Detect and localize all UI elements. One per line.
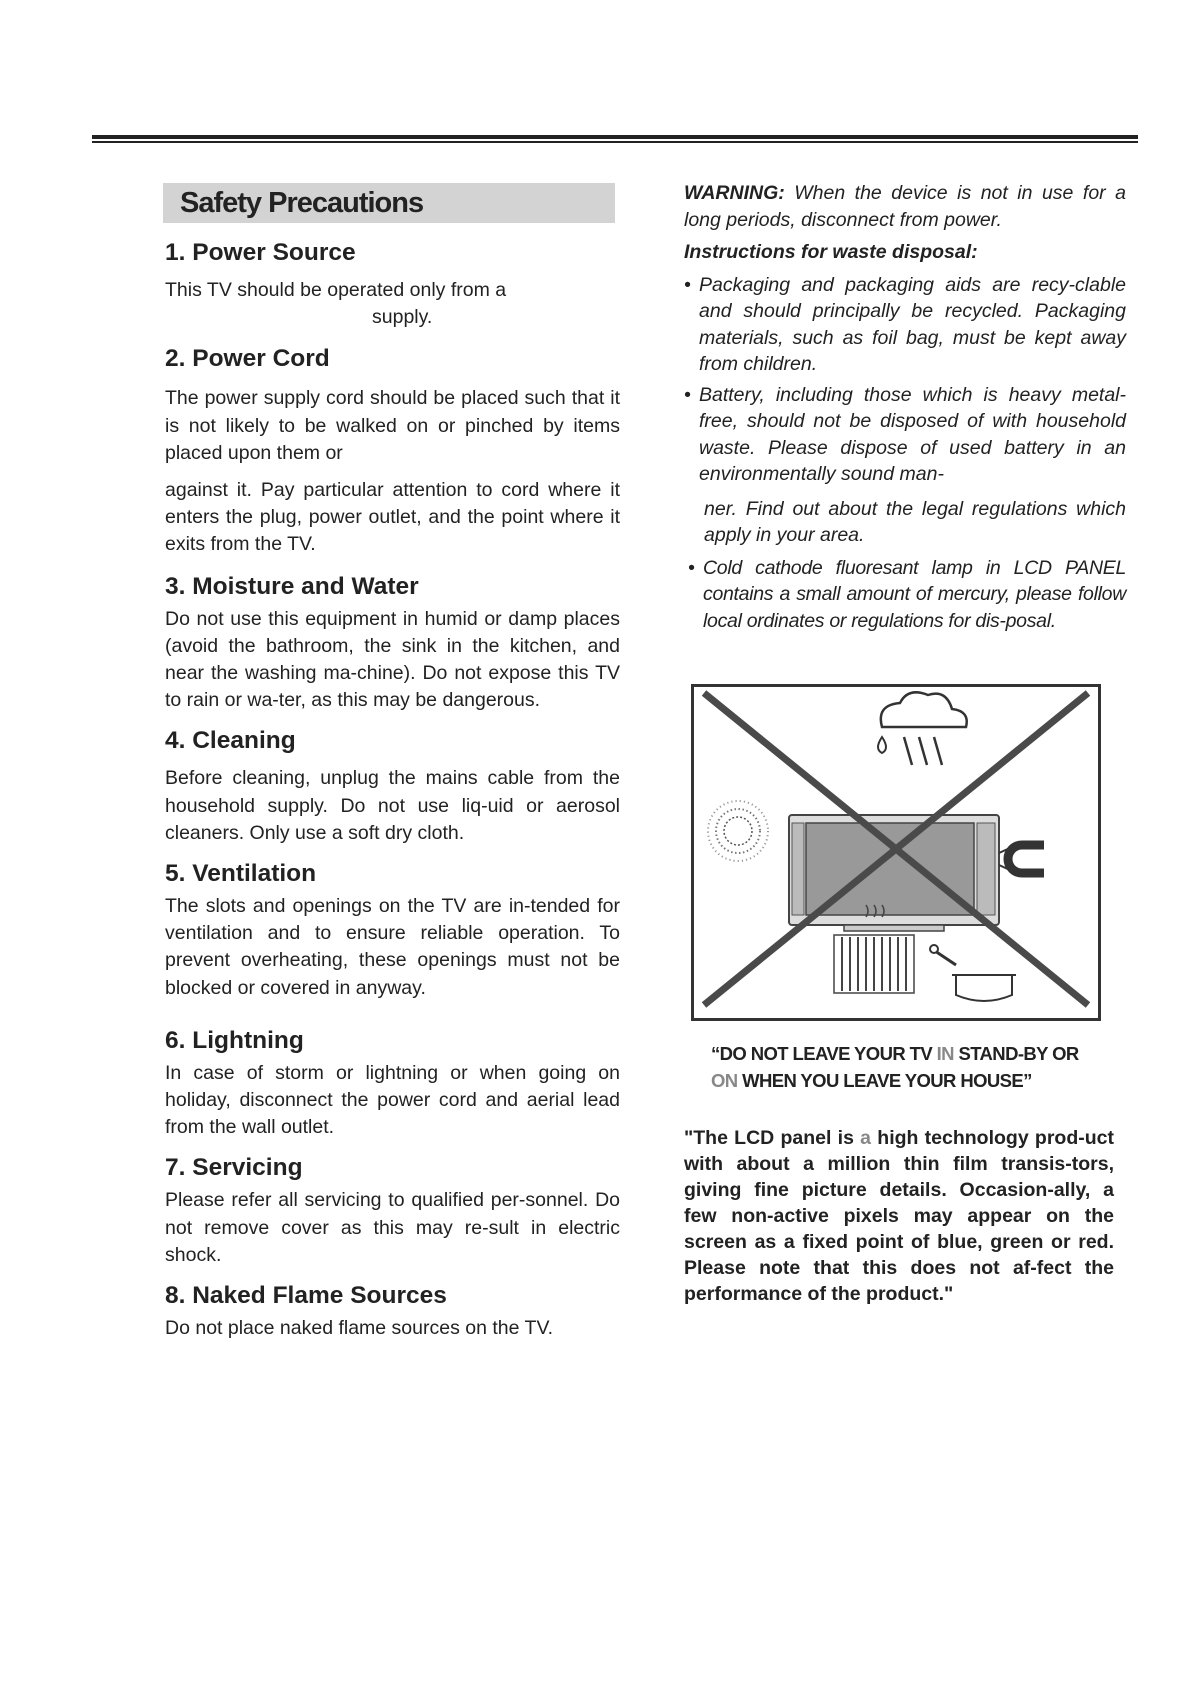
bullet-dot: • <box>684 273 691 296</box>
lcd-note-part2: high technology prod-uct with about a million thin film transis-tors, giving fine picture details. Occasion-ally, a few non-active pixels may appear on the screen as a fixed point of blue, green or red. Please note that this does not af-fect the performance of the product." <box>684 1127 1114 1305</box>
section-text-naked-flame: Do not place naked flame sources on the TV. <box>165 1317 554 1340</box>
caption-on: ON <box>711 1069 738 1091</box>
rain-line <box>934 737 942 765</box>
caption-part2: STAND-BY OR <box>953 1043 1079 1064</box>
section-text-power-cord-cont: against it. Pay particular attention to cord where it enters the plug, power outlet, and the point where it exits from the TV. <box>165 479 620 556</box>
warning-body: When the device is not in use for a long periods, disconnect from power. <box>684 182 1126 231</box>
lcd-note-a: a <box>860 1127 872 1149</box>
section-text-lightning: In case of storm or lightning or when going on holiday, disconnect the power cord and aerial lead from the wall outlet. <box>165 1061 620 1139</box>
raindrop-icon <box>878 737 886 753</box>
waste-bullet-text: Battery, including those which is heavy metal-free, should not be disposed of with household waste. Please dispose of used battery in an environmentally sound man- <box>699 383 1126 485</box>
cloud-icon <box>881 692 967 727</box>
bullet-dot: • <box>684 383 691 406</box>
caption-in: IN <box>936 1043 954 1064</box>
section-heading-ventilation: 5. Ventilation <box>165 860 317 888</box>
waste-bullet-packaging <box>684 272 1126 378</box>
hazard-illustration <box>691 684 1101 1021</box>
section-heading-cleaning: 4. Cleaning <box>165 727 296 755</box>
section-text-servicing: Please refer all servicing to qualified per-sonnel. Do not remove cover as this may re-sult in electric shock. <box>165 1189 620 1266</box>
section-text-ventilation: The slots and openings on the TV are in-tended for ventilation and to ensure reliable operation. To prevent overheating, these openings must not be blocked or covered in anyway. <box>165 895 620 999</box>
section-heading-power-source: 1. Power Source <box>165 239 356 266</box>
lcd-panel-note <box>684 1125 1114 1307</box>
section-heading-moisture: 3. Moisture and Water <box>165 572 419 600</box>
caption-part3: WHEN YOU LEAVE YOUR HOUSE” <box>737 1069 1032 1091</box>
lcd-note-part1: "The LCD panel is <box>684 1127 861 1149</box>
radiator-icon <box>834 935 914 993</box>
hazard-illustration-svg <box>694 687 1098 1018</box>
waste-bullet-lamp <box>684 555 1126 635</box>
standby-caption <box>711 1041 1131 1094</box>
header-rule-thin <box>92 141 1138 143</box>
waste-bullet-text: Cold cathode fluoresant lamp in LCD PANEL contains a small amount of mercury, please follow local ordinates or regulations for dis-posal. <box>703 556 1126 632</box>
waste-bullet-battery <box>684 382 1126 488</box>
section-heading-naked-flame: 8. Naked Flame Sources <box>165 1282 447 1310</box>
caption-part1: “DO NOT LEAVE YOUR TV <box>711 1043 937 1064</box>
section-text-power-source-line2: supply. <box>372 306 433 329</box>
waste-bullet-battery-cont: ner. Find out about the legal regulations which apply in your area. <box>704 497 1126 546</box>
waste-heading: Instructions for waste disposal: <box>684 241 978 263</box>
sun-icon <box>708 801 768 861</box>
magnet-icon <box>999 845 1044 873</box>
section-text-moisture: Do not use this equipment in humid or damp places (avoid the bathroom, the sink in the kitchen, and near the washing ma-chine). Do not expose this TV to rain or wa-ter, as this may be dangerous. <box>165 607 620 712</box>
title-bar <box>163 183 615 223</box>
waste-bullet-text: Packaging and packaging aids are recy-clable and should principally be recycled. Packaging materials, such as foil bag, must be kept away from children. <box>699 273 1126 375</box>
left-column <box>165 183 620 1342</box>
section-heading-lightning: 6. Lightning <box>165 1026 304 1054</box>
section-text-power-source-line1: This TV should be operated only from a <box>165 279 507 301</box>
rain-line <box>904 737 912 765</box>
warning-label: WARNING: <box>684 182 785 204</box>
section-text-cleaning: Before cleaning, unplug the mains cable from the household supply. Do not use liq-uid or aerosol cleaners. Only use a soft dry cloth. <box>165 767 620 844</box>
cooking-pot-icon <box>930 945 1016 1001</box>
page-title: Safety Precautions <box>180 187 424 219</box>
section-heading-power-cord: 2. Power Cord <box>165 345 330 373</box>
section-heading-servicing: 7. Servicing <box>165 1154 303 1182</box>
header-rule-thick <box>92 135 1138 139</box>
right-column <box>684 180 1126 634</box>
rain-line <box>919 737 927 765</box>
bullet-dot: • <box>688 556 695 579</box>
warning-text <box>684 180 1126 233</box>
section-text-power-cord: The power supply cord should be placed such that it is not likely to be walked on or pinched by items placed upon them or <box>165 387 620 464</box>
